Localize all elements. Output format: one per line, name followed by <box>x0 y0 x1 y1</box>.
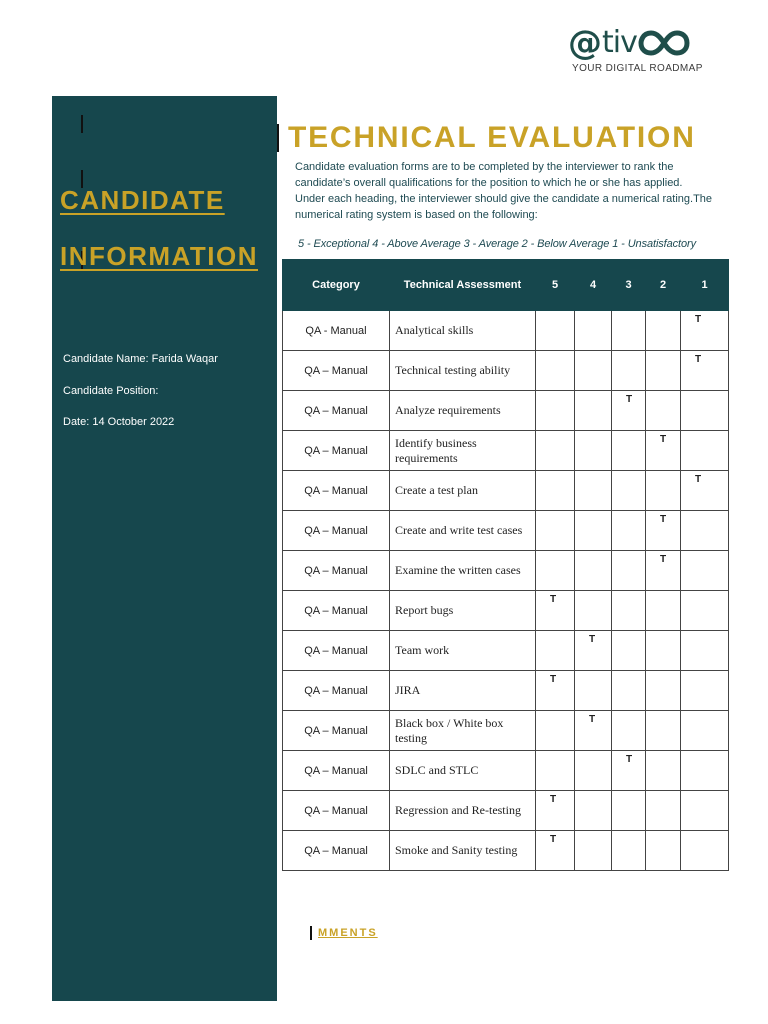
logo-at-sign: @ <box>568 23 602 63</box>
rating-cell-4[interactable] <box>575 791 612 831</box>
table-row <box>283 791 729 831</box>
rating-cell-1[interactable] <box>681 591 729 631</box>
rating-cell-4[interactable] <box>575 351 612 391</box>
rating-cell-1[interactable] <box>681 551 729 591</box>
rating-mark: T <box>660 434 667 445</box>
assessment-cell: Report bugs <box>390 591 536 631</box>
rating-cell-4[interactable] <box>575 591 612 631</box>
rating-cell-3[interactable] <box>612 631 646 671</box>
assessment-cell: Smoke and Sanity testing <box>390 831 536 871</box>
category-cell: QA – Manual <box>283 471 390 511</box>
rating-mark: T <box>660 514 667 525</box>
evaluation-table <box>282 259 729 871</box>
rating-cell-1[interactable] <box>681 311 729 351</box>
category-cell: QA – Manual <box>283 711 390 751</box>
table-row <box>283 751 729 791</box>
logo-wordmark: tiv <box>602 25 637 60</box>
rating-cell-1[interactable] <box>681 831 729 871</box>
rating-cell-5[interactable] <box>536 751 575 791</box>
rating-cell-2[interactable] <box>646 671 681 711</box>
sidebar-heading-candidate: CANDIDATE <box>60 185 225 215</box>
intro-paragraph: Candidate evaluation forms are to be completed by the interviewer to rank the candidate’s overall qualifications for the position to which he or she has applied. Under each heading, the interviewer should give the candidate a numerical rating.The numerical rating system is based on the following: <box>295 161 713 221</box>
rating-cell-1[interactable] <box>681 431 729 471</box>
rating-scale-legend: 5 - Exceptional 4 - Above Average 3 - Average 2 - Below Average 1 - Unsatisfactory <box>298 238 696 250</box>
rating-cell-4[interactable] <box>575 751 612 791</box>
evaluation-date: Date: 14 October 2022 <box>63 416 175 428</box>
rating-cell-3[interactable] <box>612 511 646 551</box>
assessment-cell: Analyze requirements <box>390 391 536 431</box>
rating-cell-2[interactable] <box>646 791 681 831</box>
rating-mark: T <box>695 474 702 485</box>
rating-cell-5[interactable] <box>536 791 575 831</box>
rating-cell-4[interactable] <box>575 391 612 431</box>
rating-cell-5[interactable] <box>536 551 575 591</box>
logo-tagline: YOUR DIGITAL ROADMAP <box>572 63 703 74</box>
rating-cell-5[interactable] <box>536 831 575 871</box>
sidebar-heading-information: INFORMATION <box>60 241 258 271</box>
rating-cell-2[interactable] <box>646 831 681 871</box>
rating-mark: T <box>550 674 557 685</box>
rating-cell-4[interactable] <box>575 311 612 351</box>
assessment-cell: Black box / White box testing <box>390 711 536 751</box>
table-row <box>283 391 729 431</box>
assessment-cell: Examine the written cases <box>390 551 536 591</box>
page-title: TECHNICAL EVALUATION <box>288 121 696 154</box>
rating-cell-3[interactable] <box>612 791 646 831</box>
category-cell: QA – Manual <box>283 351 390 391</box>
rating-cell-5[interactable] <box>536 591 575 631</box>
rating-cell-3[interactable] <box>612 391 646 431</box>
title-cursor-mark <box>277 124 279 152</box>
rating-cell-1[interactable] <box>681 471 729 511</box>
rating-cell-3[interactable] <box>612 431 646 471</box>
category-cell: QA – Manual <box>283 791 390 831</box>
candidate-position: Candidate Position: <box>63 385 159 397</box>
assessment-cell: SDLC and STLC <box>390 751 536 791</box>
comments-cursor-mark <box>310 926 312 940</box>
rating-cell-3[interactable] <box>612 551 646 591</box>
rating-mark: T <box>626 394 633 405</box>
header-category: Category <box>283 260 390 311</box>
assessment-cell: Regression and Re-testing <box>390 791 536 831</box>
logo-mark <box>568 24 718 62</box>
category-cell: QA – Manual <box>283 431 390 471</box>
rating-cell-2[interactable] <box>646 351 681 391</box>
category-cell: QA – Manual <box>283 751 390 791</box>
infinity-icon <box>638 30 690 56</box>
table-row <box>283 711 729 751</box>
rating-mark: T <box>550 834 557 845</box>
rating-cell-3[interactable] <box>612 711 646 751</box>
table-row <box>283 311 729 351</box>
rating-cell-5[interactable] <box>536 671 575 711</box>
rating-cell-2[interactable] <box>646 751 681 791</box>
assessment-cell: JIRA <box>390 671 536 711</box>
candidate-sidebar <box>52 96 277 1001</box>
rating-cell-2[interactable] <box>646 311 681 351</box>
rating-cell-3[interactable] <box>612 351 646 391</box>
rating-cell-4[interactable] <box>575 471 612 511</box>
comments-section <box>310 926 378 940</box>
assessment-cell: Team work <box>390 631 536 671</box>
assessment-cell: Identify business requirements <box>390 431 536 471</box>
rating-cell-1[interactable] <box>681 351 729 391</box>
rating-cell-1[interactable] <box>681 631 729 671</box>
rating-cell-4[interactable] <box>575 831 612 871</box>
rating-cell-3[interactable] <box>612 751 646 791</box>
category-cell: QA – Manual <box>283 591 390 631</box>
assessment-cell: Technical testing ability <box>390 351 536 391</box>
rating-cell-2[interactable] <box>646 511 681 551</box>
rating-cell-3[interactable] <box>612 831 646 871</box>
header-technical-assessment: Technical Assessment <box>390 260 536 311</box>
table-row <box>283 511 729 551</box>
header-rating-5: 5 <box>536 260 575 311</box>
rating-mark: T <box>695 314 702 325</box>
rating-cell-1[interactable] <box>681 791 729 831</box>
category-cell: QA – Manual <box>283 831 390 871</box>
rating-mark: T <box>550 594 557 605</box>
assessment-cell: Create a test plan <box>390 471 536 511</box>
table-row <box>283 471 729 511</box>
table-row <box>283 431 729 471</box>
rating-cell-5[interactable] <box>536 711 575 751</box>
rating-cell-2[interactable] <box>646 391 681 431</box>
rating-cell-1[interactable] <box>681 511 729 551</box>
table-row <box>283 551 729 591</box>
category-cell: QA – Manual <box>283 671 390 711</box>
rating-cell-4[interactable] <box>575 511 612 551</box>
assessment-cell: Analytical skills <box>390 311 536 351</box>
rating-cell-2[interactable] <box>646 551 681 591</box>
rating-mark: T <box>589 634 596 645</box>
company-logo <box>568 24 718 80</box>
rating-cell-4[interactable] <box>575 711 612 751</box>
header-rating-3: 3 <box>612 260 646 311</box>
rating-cell-5[interactable] <box>536 431 575 471</box>
rating-cell-3[interactable] <box>612 591 646 631</box>
comments-label: MMENTS <box>318 927 378 939</box>
category-cell: QA - Manual <box>283 311 390 351</box>
rating-cell-2[interactable] <box>646 431 681 471</box>
rating-cell-3[interactable] <box>612 671 646 711</box>
rating-mark: T <box>626 754 633 765</box>
text-cursor-mark <box>81 115 83 133</box>
rating-cell-4[interactable] <box>575 631 612 671</box>
header-rating-2: 2 <box>646 260 681 311</box>
rating-cell-1[interactable] <box>681 391 729 431</box>
rating-cell-4[interactable] <box>575 551 612 591</box>
category-cell: QA – Manual <box>283 631 390 671</box>
rating-cell-3[interactable] <box>612 311 646 351</box>
rating-cell-5[interactable] <box>536 631 575 671</box>
category-cell: QA – Manual <box>283 551 390 591</box>
candidate-name: Candidate Name: Farida Waqar <box>63 353 218 365</box>
header-rating-4: 4 <box>575 260 612 311</box>
rating-cell-2[interactable] <box>646 631 681 671</box>
category-cell: QA – Manual <box>283 391 390 431</box>
rating-mark: T <box>589 714 596 725</box>
table-row <box>283 591 729 631</box>
rating-cell-3[interactable] <box>612 471 646 511</box>
rating-cell-2[interactable] <box>646 591 681 631</box>
rating-cell-4[interactable] <box>575 431 612 471</box>
rating-mark: T <box>550 794 557 805</box>
table-row <box>283 351 729 391</box>
table-row <box>283 631 729 671</box>
rating-cell-1[interactable] <box>681 711 729 751</box>
rating-mark: T <box>660 554 667 565</box>
assessment-cell: Create and write test cases <box>390 511 536 551</box>
rating-cell-5[interactable] <box>536 511 575 551</box>
rating-cell-1[interactable] <box>681 751 729 791</box>
rating-cell-2[interactable] <box>646 711 681 751</box>
rating-mark: T <box>695 354 702 365</box>
rating-cell-5[interactable] <box>536 351 575 391</box>
table-row <box>283 671 729 711</box>
rating-cell-1[interactable] <box>681 671 729 711</box>
rating-cell-5[interactable] <box>536 471 575 511</box>
rating-cell-2[interactable] <box>646 471 681 511</box>
table-header-row <box>283 260 729 311</box>
rating-cell-5[interactable] <box>536 391 575 431</box>
header-rating-1: 1 <box>681 260 729 311</box>
rating-cell-5[interactable] <box>536 311 575 351</box>
rating-cell-4[interactable] <box>575 671 612 711</box>
table-row <box>283 831 729 871</box>
category-cell: QA – Manual <box>283 511 390 551</box>
